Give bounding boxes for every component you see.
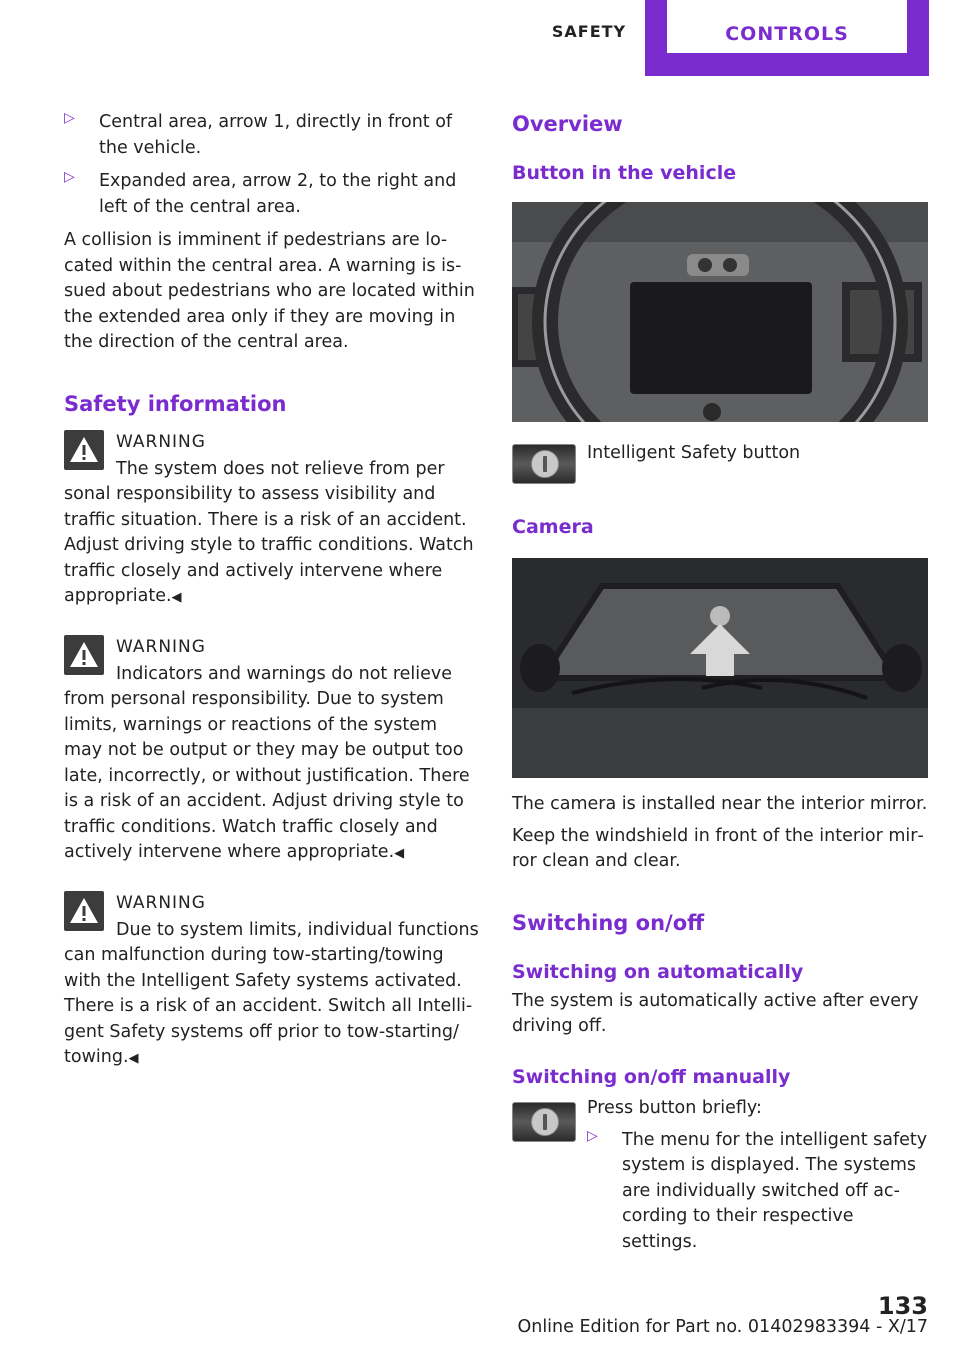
footer-edition (517, 1317, 928, 1337)
triangle-right-icon: ▷ (64, 169, 75, 185)
camera-paragraph: Keep the windshield in front of the interior mirror clean and clear. (512, 825, 924, 871)
warning-text: can malfunction during tow-starting/towing with the Intelligent Safety systems activated. There is a risk of an accident. Switch all Intelligent Safety systems off prior to tow-starting/ towing.◀ (64, 945, 473, 1067)
bullet-text: Expanded area, arrow 2, to the right and left of the central area. (99, 171, 457, 217)
edition-text: Online Edition for Part no. 01402983394 - X/17 (517, 1317, 928, 1337)
right-column (512, 110, 928, 1252)
windshield-photo (512, 558, 928, 778)
chapter-tab-label: CONTROLS (667, 0, 907, 53)
switching-heading: Switching on/off (512, 910, 705, 935)
section-tab-safety: SAFETY (551, 22, 627, 41)
warning-triangle-icon (64, 891, 104, 931)
intelligent-safety-button-icon (512, 1102, 576, 1142)
auto-text: The system is automatically active after every driving off. (512, 990, 919, 1036)
manual-heading: Switching on/off manually (512, 1065, 791, 1088)
bullet-text: Central area, arrow 1, directly in front of the vehicle. (99, 112, 453, 158)
warning-block (64, 430, 480, 611)
warning-title: WARNING (116, 892, 206, 913)
overview-heading: Overview (512, 112, 623, 136)
page-number: 133 (877, 1292, 928, 1320)
left-column (64, 110, 480, 1072)
auto-heading: Switching on automatically (512, 960, 804, 983)
manual-block (512, 1096, 928, 1252)
manual-intro: Press button briefly: (587, 1097, 762, 1118)
dashboard-photo (512, 202, 928, 422)
warning-text: from personal responsibility. Due to system limits, warnings or reactions of the system may not be output or they may be output too late, incorrectly, or without justification. There is a risk of an accident. Adjust driving style to traffic conditions. Watch traffic closely and actively intervene where appropriate.◀ (64, 689, 470, 862)
triangle-right-icon: ▷ (64, 110, 75, 126)
warning-first-line: Indicators and warnings do not relieve (116, 663, 453, 684)
list-item (587, 1128, 928, 1256)
bullet-text: The menu for the intelligent safety system is displayed. The systems are individually switched off according to their respective settings. (622, 1129, 928, 1252)
chapter-tab-controls (645, 0, 929, 76)
warning-first-line: The system does not relieve from per (116, 458, 445, 479)
triangle-right-icon: ▷ (587, 1127, 598, 1144)
warning-first-line: Due to system limits, individual functions (116, 919, 479, 940)
intelligent-safety-button-icon (512, 444, 576, 484)
button-caption: Intelligent Safety button (587, 443, 801, 463)
list-item (64, 169, 480, 220)
warning-title: WARNING (116, 431, 206, 452)
button-heading: Button in the vehicle (512, 162, 737, 184)
warning-triangle-icon (64, 430, 104, 470)
warning-text: sonal responsibility to assess visibility and traffic situation. There is a risk of an accident. Adjust driving style to traffic conditions. Watch traffic closely and actively intervene where appropriate.◀ (64, 484, 474, 606)
intro-paragraph: A collision is imminent if pedestrians are located within the central area. A warning is issued about pedestrians who are located within the extended area only if they are moving in the direction of the central area. (64, 230, 475, 352)
camera-paragraph: The camera is installed near the interior mirror. (512, 794, 928, 814)
button-caption-row (512, 444, 928, 484)
safety-heading: Safety information (64, 391, 287, 416)
warning-block (64, 891, 480, 1072)
warning-block (64, 635, 480, 867)
warning-triangle-icon (64, 635, 104, 675)
warning-title: WARNING (116, 636, 206, 657)
camera-heading: Camera (512, 516, 594, 538)
list-item (64, 110, 480, 161)
